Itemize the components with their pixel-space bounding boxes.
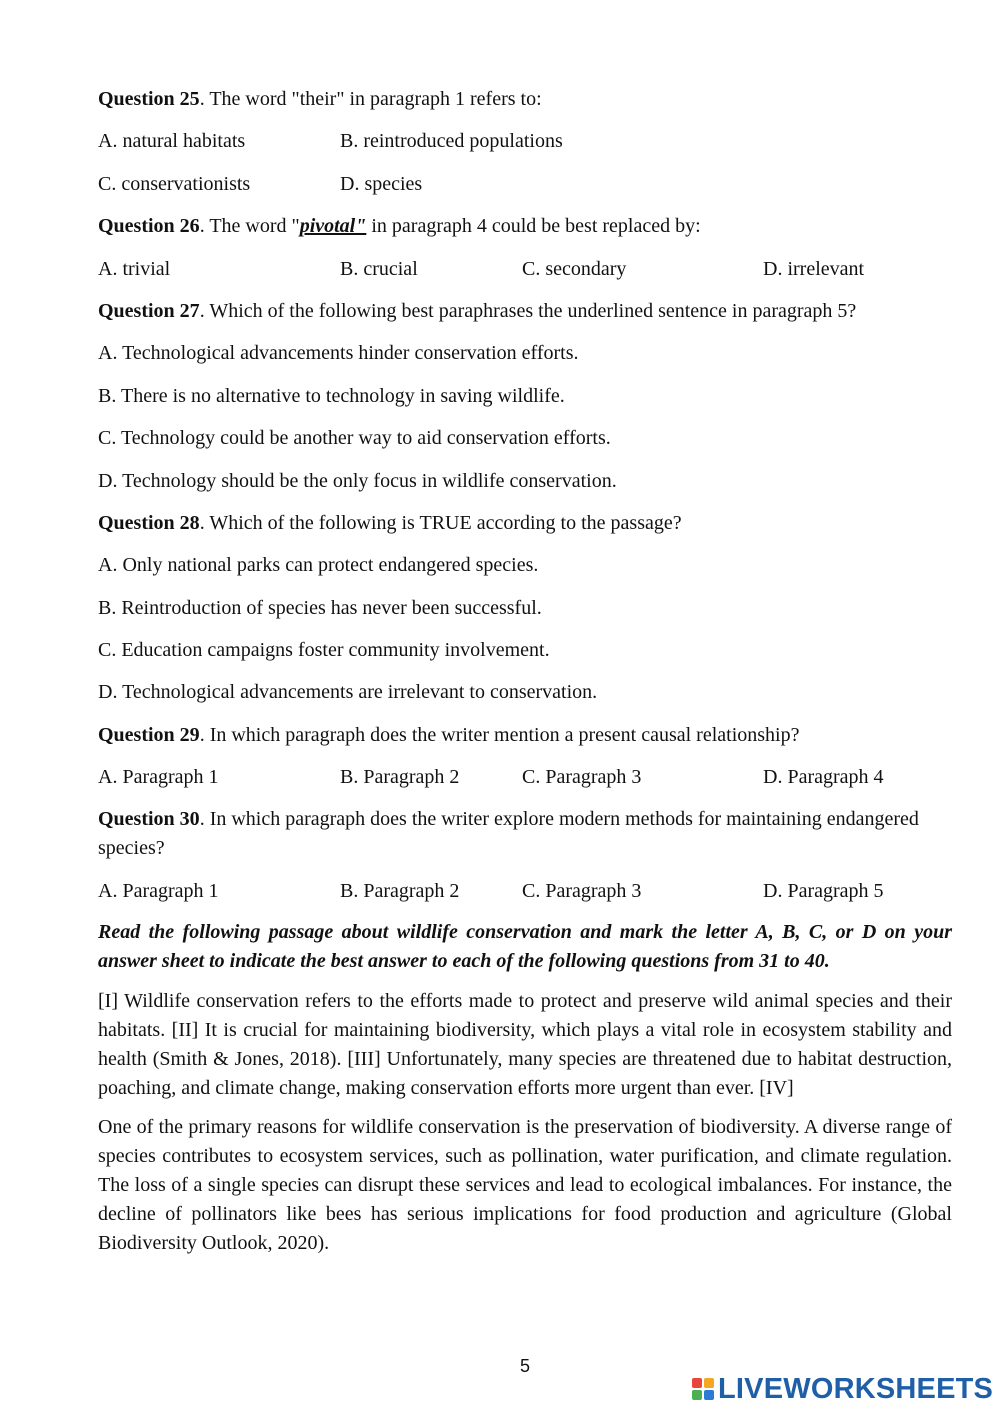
liveworksheets-logo-text: LIVEWORKSHEETS [718, 1372, 994, 1405]
logo-square-orange [704, 1378, 714, 1388]
question-29-text: . In which paragraph does the writer mention a present causal relationship? [199, 723, 800, 746]
option-c[interactable]: C. Paragraph 3 [522, 766, 642, 789]
question-27 [98, 296, 952, 338]
option-c[interactable]: C. secondary [522, 257, 627, 280]
question-25-label: Question 25 [98, 88, 200, 110]
question-30 [98, 805, 952, 863]
question-25-options-row1 [98, 126, 952, 168]
logo-square-blue [704, 1390, 714, 1400]
option-c[interactable]: C. conservationists [98, 172, 251, 195]
option-b[interactable]: B. Paragraph 2 [340, 766, 460, 789]
option-d[interactable]: D. Paragraph 4 [763, 766, 884, 789]
question-25-options-row2 [98, 169, 952, 211]
option-b[interactable]: B. Paragraph 2 [340, 879, 460, 902]
logo-square-green [692, 1390, 702, 1400]
worksheet-page [98, 84, 952, 1268]
option-a[interactable]: A. Technological advancements hinder conservation efforts. [98, 342, 579, 365]
question-27-label: Question 27 [98, 299, 200, 322]
option-a[interactable]: A. Paragraph 1 [98, 766, 219, 789]
option-d[interactable]: D. Technological advancements are irrelevant to conservation. [98, 681, 598, 704]
option-b[interactable]: B. crucial [340, 257, 418, 280]
question-29-options [98, 762, 952, 804]
question-29-label: Question 29 [98, 723, 200, 746]
question-30-label: Question 30 [98, 807, 200, 830]
question-28-text: . Which of the following is TRUE according to the passage? [199, 511, 682, 534]
reading-instruction: Read the following passage about wildlife conservation and mark the letter A, B, C, or D on your answer sheet to indicate the best answer to each of the following questions from 31 to 40. [98, 921, 952, 973]
question-26-text-pre: . The word " [199, 215, 300, 238]
question-25 [98, 84, 952, 126]
question-29 [98, 720, 952, 762]
option-c[interactable]: C. Education campaigns foster community involvement. [98, 639, 550, 662]
option-c[interactable]: C. Paragraph 3 [522, 879, 642, 902]
option-a[interactable]: A. trivial [98, 257, 171, 280]
option-a[interactable]: A. Paragraph 1 [98, 879, 219, 902]
question-28-label: Question 28 [98, 511, 200, 534]
question-26-options [98, 254, 952, 296]
question-25-text: . The word "their" in paragraph 1 refers to: [199, 88, 542, 110]
question-26-label: Question 26 [98, 215, 200, 238]
option-d[interactable]: D. species [340, 172, 423, 195]
question-30-text: . In which paragraph does the writer explore modern methods for maintaining endangered species? [98, 807, 919, 859]
option-a[interactable]: A. Only national parks can protect endangered species. [98, 554, 539, 577]
logo-square-red [692, 1378, 702, 1388]
passage-paragraph-2: One of the primary reasons for wildlife conservation is the preservation of biodiversity. A diverse range of species contributes to ecosystem services, such as pollination, water purification, and climate regulation. The loss of a single species can disrupt these services and lead to ecological imbalances. For instance, the decline of pollinators like bees has serious implications for food production and agriculture (Global Biodiversity Outlook, 2020). [98, 1116, 952, 1255]
option-d[interactable]: D. Paragraph 5 [763, 879, 884, 902]
question-28 [98, 508, 952, 550]
question-26-text-post: in paragraph 4 could be best replaced by: [366, 215, 701, 238]
option-d[interactable]: D. Technology should be the only focus in wildlife conservation. [98, 469, 617, 492]
question-30-options [98, 876, 952, 918]
question-26 [98, 211, 952, 253]
option-a[interactable]: A. natural habitats [98, 130, 246, 153]
passage-paragraph-1: [I] Wildlife conservation refers to the efforts made to protect and preserve wild animal species and their habitats. [II] It is crucial for maintaining biodiversity, which plays a vital role in ecosystem stability and health (Smith & Jones, 2018). [III] Unfortunately, many species are threatened due to habitat destruction, poaching, and climate change, making conservation efforts more urgent than ever. [IV] [98, 990, 952, 1100]
page-number: 5 [519, 1356, 530, 1376]
option-b[interactable]: B. reintroduced populations [340, 130, 563, 153]
option-b[interactable]: B. There is no alternative to technology in saving wildlife. [98, 384, 565, 407]
option-c[interactable]: C. Technology could be another way to aid conservation efforts. [98, 427, 611, 450]
liveworksheets-logo-icon [692, 1378, 714, 1400]
liveworksheets-logo[interactable] [692, 1372, 993, 1406]
question-27-text: . Which of the following best paraphrases the underlined sentence in paragraph 5? [199, 299, 857, 322]
keyword-pivotal: pivotal" [299, 215, 367, 238]
option-b[interactable]: B. Reintroduction of species has never been successful. [98, 596, 542, 619]
option-d[interactable]: D. irrelevant [763, 257, 865, 280]
